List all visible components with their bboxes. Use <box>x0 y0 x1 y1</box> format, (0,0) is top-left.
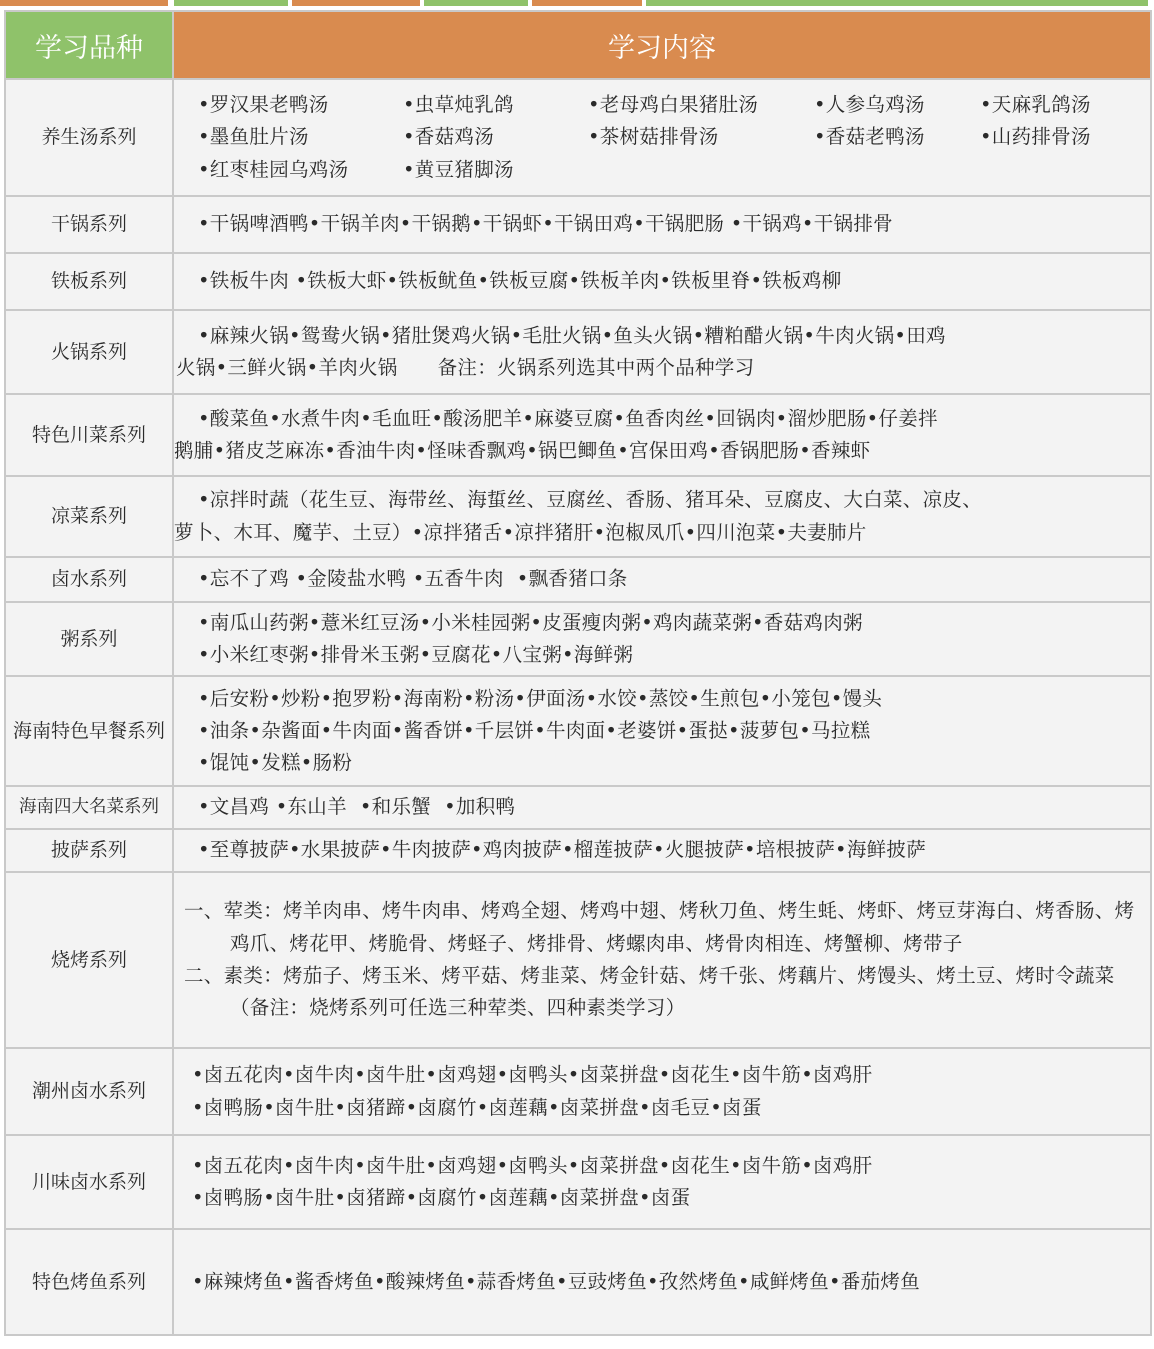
content-line: •卤五花肉•卤牛肉•卤牛肚•卤鸡翅•卤鸭头•卤菜拼盘•卤花生•卤牛筋•卤鸡肝 <box>192 1153 873 1177</box>
content-line: •忘不了鸡 •金陵盐水鸭 •五香牛肉 •飘香猪口条 <box>198 567 628 591</box>
category-cell: 火锅系列 <box>5 310 173 394</box>
list-item: •香菇老鸭汤 <box>814 125 925 149</box>
table-row <box>5 394 1151 476</box>
category-cell: 养生汤系列 <box>5 79 173 196</box>
list-item: •罗汉果老鸭汤 <box>198 93 329 117</box>
content-line: •卤五花肉•卤牛肉•卤牛肚•卤鸡翅•卤鸭头•卤菜拼盘•卤花生•卤牛筋•卤鸡肝 <box>192 1063 873 1087</box>
list-item: •人参乌鸡汤 <box>814 93 925 117</box>
table-row <box>5 1229 1151 1335</box>
content-line: •卤鸭肠•卤牛肚•卤猪蹄•卤腐竹•卤莲藕•卤菜拼盘•卤蛋 <box>192 1186 691 1209</box>
top-color-strip <box>0 0 1154 6</box>
list-item: •香菇鸡汤 <box>403 125 495 149</box>
category-cell: 特色烤鱼系列 <box>5 1229 173 1335</box>
category-cell: 烧烤系列 <box>5 872 173 1048</box>
category-cell: 川味卤水系列 <box>5 1135 173 1229</box>
note-text: 备注：火锅系列选其中两个品种学习 <box>437 356 755 379</box>
header-content: 学习内容 <box>173 11 1151 79</box>
category-cell: 潮州卤水系列 <box>5 1048 173 1135</box>
table-row <box>5 196 1151 253</box>
category-cell: 卤水系列 <box>5 557 173 602</box>
table-row <box>5 253 1151 310</box>
table-row <box>5 829 1151 872</box>
content-cell <box>173 602 1151 676</box>
content-line: 萝卜、木耳、魔芋、土豆）•凉拌猪舌•凉拌猪肝•泡椒凤爪•四川泡菜•夫妻肺片 <box>174 520 867 544</box>
list-item: •山药排骨汤 <box>980 125 1091 149</box>
table-header-row <box>5 11 1151 79</box>
category-cell: 披萨系列 <box>5 829 173 872</box>
category-cell: 凉菜系列 <box>5 476 173 557</box>
header-category: 学习品种 <box>5 11 173 79</box>
content-line: 二、素类：烤茄子、烤玉米、烤平菇、烤韭菜、烤金针菇、烤千张、烤藕片、烤馒头、烤土豆、烤时令蔬菜（备注：烧烤系列可任选三种荤类、四种素类学习） <box>184 964 1115 1020</box>
content-line: •油条•杂酱面•牛肉面•酱香饼•千层饼•牛肉面•老婆饼•蛋挞•菠萝包•马拉糕 <box>198 718 871 742</box>
table-row <box>5 1048 1151 1135</box>
category-cell: 特色川菜系列 <box>5 394 173 476</box>
content-cell <box>173 196 1151 253</box>
content-line: 一、荤类：烤羊肉串、烤牛肉串、烤鸡全翅、烤鸡中翅、烤秋刀鱼、烤生蚝、烤虾、烤豆芽海白、烤香肠、烤鸡爪、烤花甲、烤脆骨、烤蛏子、烤排骨、烤螺肉串、烤骨肉相连、烤蟹柳、烤带子 <box>184 899 1135 955</box>
content-line: •干锅啤酒鸭•干锅羊肉•干锅鹅•干锅虾•干锅田鸡•干锅肥肠 •干锅鸡•干锅排骨 <box>198 212 893 236</box>
content-line: •后安粉•炒粉•抱罗粉•海南粉•粉汤•伊面汤•水饺•蒸饺•生煎包•小笼包•馒头 <box>198 686 883 710</box>
list-item: •茶树菇排骨汤 <box>588 125 719 149</box>
course-table <box>4 10 1152 1336</box>
content-line: •馄饨•发糕•肠粉 <box>198 751 353 775</box>
category-cell: 粥系列 <box>5 602 173 676</box>
category-cell: 海南四大名菜系列 <box>5 786 173 829</box>
table-row <box>5 79 1151 196</box>
content-line: •卤鸭肠•卤牛肚•卤猪蹄•卤腐竹•卤莲藕•卤菜拼盘•卤毛豆•卤蛋 <box>192 1095 762 1119</box>
content-cell <box>173 253 1151 310</box>
table-row <box>5 872 1151 1048</box>
content-cell <box>173 310 1151 394</box>
content-cell <box>173 786 1151 829</box>
content-text: 火锅•三鲜火锅•羊肉火锅 <box>176 356 398 379</box>
table-row <box>5 786 1151 829</box>
content-cell <box>173 872 1151 1048</box>
category-cell: 海南特色早餐系列 <box>5 676 173 786</box>
content-line: •文昌鸡 •东山羊 •和乐蟹 •加积鸭 <box>198 795 516 819</box>
content-line: •铁板牛肉 •铁板大虾•铁板鱿鱼•铁板豆腐•铁板羊肉•铁板里脊•铁板鸡柳 <box>198 269 842 293</box>
bbq-content <box>184 895 1140 1024</box>
content-line: •凉拌时蔬（花生豆、海带丝、海蜇丝、豆腐丝、香肠、猪耳朵、豆腐皮、大白菜、凉皮、 <box>198 488 983 512</box>
content-line <box>176 352 1140 384</box>
content-cell <box>173 476 1151 557</box>
category-cell: 铁板系列 <box>5 253 173 310</box>
content-cell <box>173 676 1151 786</box>
table-row <box>5 1135 1151 1229</box>
list-item: •虫草炖乳鸽 <box>403 93 514 117</box>
content-line: 鹅脯•猪皮芝麻冻•香油牛肉•怪味香飘鸡•锅巴鲫鱼•宫保田鸡•香锅肥肠•香辣虾 <box>174 439 871 462</box>
content-line: •至尊披萨•水果披萨•牛肉披萨•鸡肉披萨•榴莲披萨•火腿披萨•培根披萨•海鲜披萨 <box>198 838 927 862</box>
content-line: •麻辣烤鱼•酱香烤鱼•酸辣烤鱼•蒜香烤鱼•豆豉烤鱼•孜然烤鱼•咸鲜烤鱼•番茄烤鱼 <box>192 1269 921 1293</box>
list-item: •天麻乳鸽汤 <box>980 93 1091 117</box>
content-cell <box>173 1048 1151 1135</box>
list-item: •老母鸡白果猪肚汤 <box>588 93 759 117</box>
table-row <box>5 476 1151 557</box>
content-cell <box>173 394 1151 476</box>
table-row <box>5 676 1151 786</box>
table-row <box>5 310 1151 394</box>
table-row <box>5 602 1151 676</box>
content-cell <box>173 79 1151 196</box>
content-cell <box>173 829 1151 872</box>
content-line: •麻辣火锅•鸳鸯火锅•猪肚煲鸡火锅•毛肚火锅•鱼头火锅•糟粕醋火锅•牛肉火锅•田鸡 <box>198 323 946 347</box>
table-row <box>5 557 1151 602</box>
list-item: •红枣桂园乌鸡汤 <box>198 157 349 181</box>
soup-items <box>198 89 1140 186</box>
content-line: •小米红枣粥•排骨米玉粥•豆腐花•八宝粥•海鲜粥 <box>198 643 634 666</box>
content-cell <box>173 1229 1151 1335</box>
content-line: •南瓜山药粥•薏米红豆汤•小米桂园粥•皮蛋瘦肉粥•鸡肉蔬菜粥•香菇鸡肉粥 <box>198 610 863 634</box>
list-item: •墨鱼肚片汤 <box>198 125 309 149</box>
content-line: •酸菜鱼•水煮牛肉•毛血旺•酸汤肥羊•麻婆豆腐•鱼香肉丝•回锅肉•溜炒肥肠•仔姜拌 <box>198 406 938 430</box>
list-item: •黄豆猪脚汤 <box>403 157 514 181</box>
category-cell: 干锅系列 <box>5 196 173 253</box>
content-cell <box>173 1135 1151 1229</box>
content-cell <box>173 557 1151 602</box>
